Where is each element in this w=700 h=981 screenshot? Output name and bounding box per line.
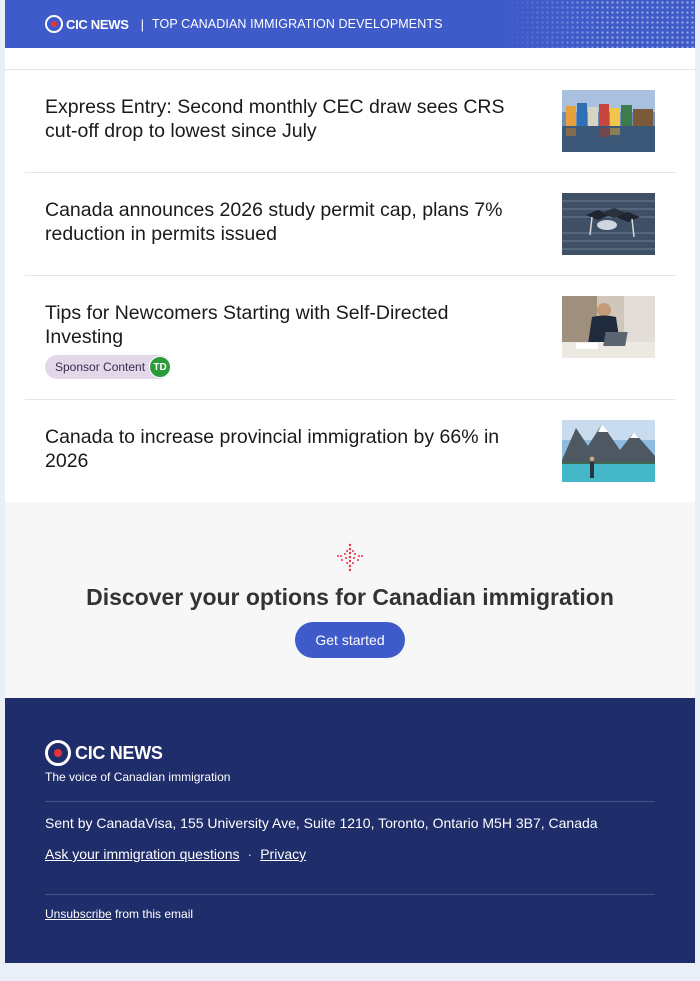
ask-questions-link[interactable]: Ask your immigration questions (45, 846, 240, 862)
header-bar (5, 0, 695, 48)
article-thumbnail-mountain-lake[interactable] (562, 420, 655, 482)
article-title-link[interactable]: Express Entry: Second monthly CEC draw sees CRS cut-off drop to lowest since July (45, 96, 505, 142)
unsubscribe-link[interactable]: Unsubscribe (45, 907, 112, 921)
link-separator: · (247, 846, 253, 862)
maple-leaf-icon (335, 542, 365, 572)
privacy-link[interactable]: Privacy (260, 846, 307, 862)
cta-section (5, 502, 695, 698)
cic-logo-icon (45, 15, 63, 33)
article-item[interactable] (25, 276, 675, 400)
unsubscribe-suffix: from this email (111, 907, 194, 921)
article-thumbnail-graduation-caps[interactable] (562, 193, 655, 255)
divider (5, 48, 695, 70)
footer-address: Sent by CanadaVisa, 155 University Ave, Suite 1210, Toronto, Ontario M5H 3B7, Canada (45, 815, 598, 831)
article-title-link[interactable]: Canada to increase provincial immigration by 66% in 2026 (45, 426, 500, 472)
article-item[interactable] (25, 70, 675, 173)
get-started-button[interactable]: Get started (295, 622, 405, 658)
article-thumbnail-investing[interactable] (562, 296, 655, 358)
header-separator: | (140, 16, 144, 32)
td-logo-icon: TD (149, 356, 171, 378)
article-thumbnail-waterfront[interactable] (562, 90, 655, 152)
footer-logo-text: CIC NEWS (75, 742, 163, 763)
header-logo[interactable] (45, 15, 129, 33)
sponsor-row (45, 355, 525, 379)
cic-logo-icon (45, 740, 71, 766)
article-item[interactable] (25, 173, 675, 276)
article-title-link[interactable]: Canada announces 2026 study permit cap, plans 7% reduction in permits issued (45, 199, 503, 245)
footer-tagline: The voice of Canadian immigration (45, 770, 231, 784)
footer-divider (45, 894, 655, 895)
header-map-pattern (505, 0, 695, 48)
article-title-link[interactable]: Tips for Newcomers Starting with Self-Directed Investing (45, 302, 449, 348)
logo-text: CIC NEWS (66, 16, 129, 32)
footer-logo[interactable] (45, 740, 163, 766)
footer (5, 698, 695, 963)
email-body (5, 0, 695, 963)
unsubscribe-row (45, 907, 193, 921)
sponsor-badge: Sponsor Content (45, 355, 171, 379)
header-title: TOP CANADIAN IMMIGRATION DEVELOPMENTS (152, 17, 443, 31)
article-list (5, 48, 695, 502)
article-item[interactable] (25, 400, 675, 502)
footer-divider (45, 801, 655, 802)
footer-links (45, 846, 306, 862)
cta-title: Discover your options for Canadian immigration (86, 584, 614, 610)
